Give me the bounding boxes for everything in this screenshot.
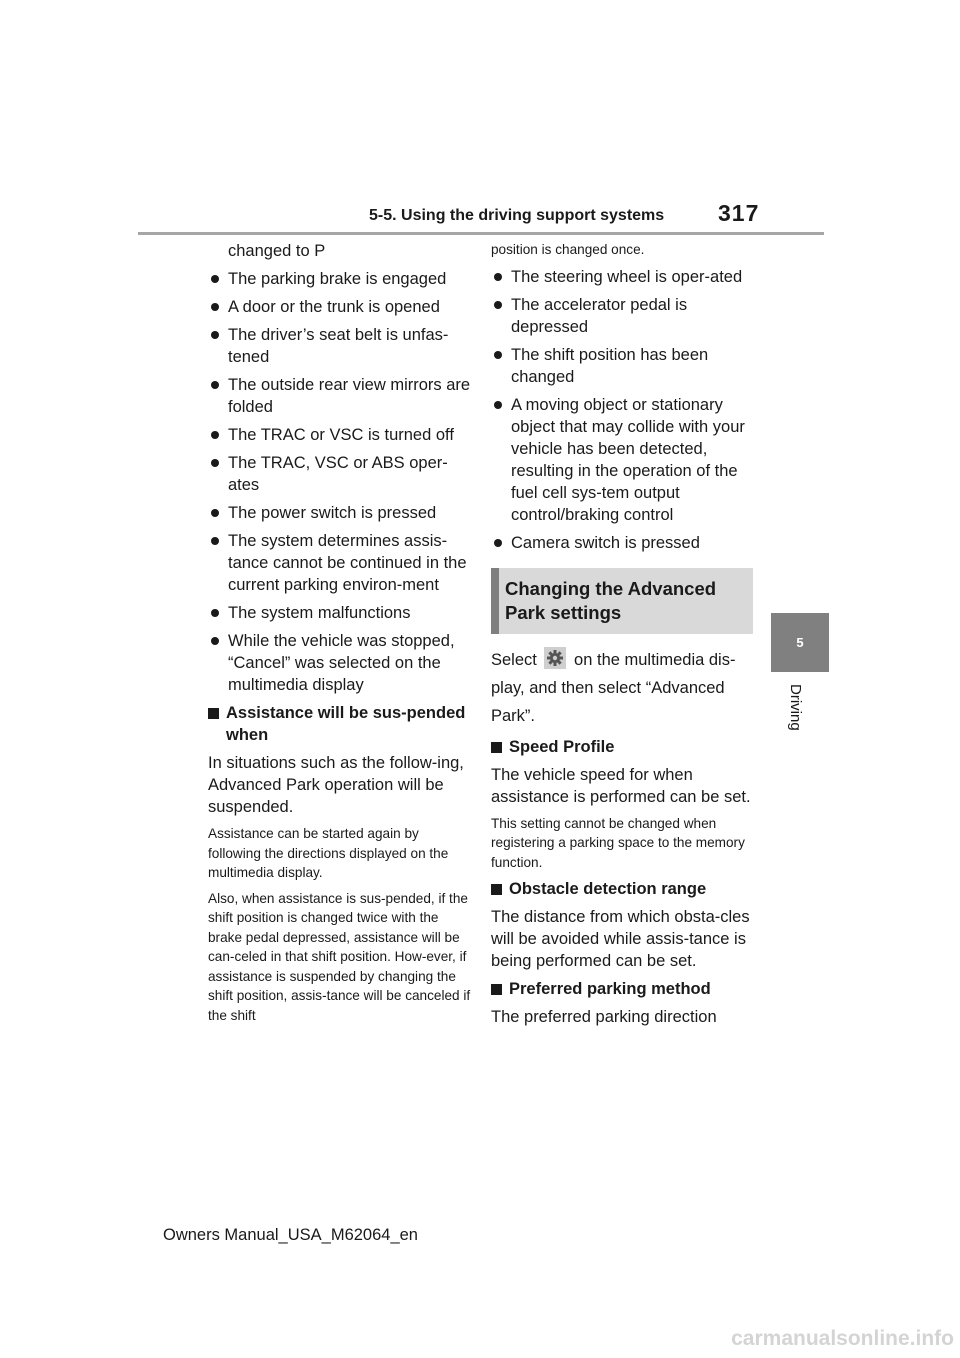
subheading-parking-method: Preferred parking method: [491, 978, 753, 1000]
select-instruction: Select on the multimedia dis-play, and then select “Advanced Park”.: [491, 646, 753, 730]
footer-manual-id: Owners Manual_USA_M62064_en: [163, 1226, 418, 1244]
bullet-item: The outside rear view mirrors are folded: [208, 374, 473, 418]
setting-text: The preferred parking direction: [491, 1008, 717, 1026]
chapter-number: 5: [796, 635, 804, 650]
bullet-dot-icon: [211, 331, 219, 339]
bullet-dot-icon: [211, 431, 219, 439]
chapter-tab[interactable]: [771, 613, 829, 672]
bullet-dot-icon: [494, 401, 502, 409]
settings-gear-icon: [544, 647, 566, 669]
bullet-item: The system malfunctions: [208, 602, 473, 624]
bullet-dot-icon: [211, 275, 219, 283]
bullet-dot-icon: [494, 539, 502, 547]
left-column: [208, 240, 473, 1031]
bullet-item: A door or the trunk is opened: [208, 296, 473, 318]
header-rule: [138, 232, 824, 235]
bullet-dot-icon: [211, 537, 219, 545]
section-heading: Changing the Advanced Park settings: [491, 568, 753, 634]
square-marker-icon: [208, 708, 219, 719]
continued-text: changed to P: [228, 242, 326, 260]
setting-text: The distance from which obsta-cles will be avoided while assis-tance is being performed can be set.: [491, 908, 750, 970]
bullet-item: The power switch is pressed: [208, 502, 473, 524]
bullet-item: The steering wheel is oper-ated: [491, 266, 753, 288]
bullet-dot-icon: [494, 351, 502, 359]
bullet-dot-icon: [494, 301, 502, 309]
bullet-dot-icon: [494, 273, 502, 281]
square-marker-icon: [491, 984, 502, 995]
bullet-item: The TRAC or VSC is turned off: [208, 424, 473, 446]
subheading-obstacle-range: Obstacle detection range: [491, 878, 753, 900]
note: Assistance can be started again by following the directions displayed on the multimedia display.: [208, 826, 449, 880]
setting-note: This setting cannot be changed when registering a parking space to the memory function.: [491, 815, 745, 870]
bullet-item: The driver’s seat belt is unfas-tened: [208, 324, 473, 368]
bullet-dot-icon: [211, 509, 219, 517]
bullet-item: The system determines assis-tance cannot be continued in the current parking environ-ment: [208, 530, 473, 596]
note: Also, when assistance is sus-pended, if the shift position is changed twice with the brake pedal depressed, assistance will be can-celed in that shift position. How-ever, if assistance is suspended by changing the shift position, assis-tance will be canceled if the shift: [208, 890, 471, 1023]
right-column: [491, 240, 753, 1034]
bullet-dot-icon: [211, 303, 219, 311]
square-marker-icon: [491, 884, 502, 895]
continued-note: position is changed once.: [491, 242, 645, 257]
page-number: 317: [718, 200, 760, 226]
bullet-item: A moving object or stationary object that may collide with your vehicle has been detected, resulting in the operation of the fuel cell sys-tem output control/braking control: [491, 394, 753, 526]
bullet-item: While the vehicle was stopped, “Cancel” was selected on the multimedia display: [208, 630, 473, 696]
bullet-item: The shift position has been changed: [491, 344, 753, 388]
bullet-item: The accelerator pedal is depressed: [491, 294, 753, 338]
paragraph: In situations such as the follow-ing, Advanced Park operation will be suspended.: [208, 754, 464, 816]
header-section-title: 5-5. Using the driving support systems: [369, 207, 665, 224]
chapter-label: Driving: [787, 684, 804, 731]
bullet-item: The parking brake is engaged: [208, 268, 473, 290]
bullet-dot-icon: [211, 609, 219, 617]
bullet-dot-icon: [211, 637, 219, 645]
square-marker-icon: [491, 742, 502, 753]
watermark: carmanualsonline.info: [731, 1327, 954, 1350]
subheading-suspended: Assistance will be sus-pended when: [208, 702, 473, 746]
subheading-speed-profile: Speed Profile: [491, 736, 753, 758]
bullet-dot-icon: [211, 381, 219, 389]
setting-text: The vehicle speed for when assistance is performed can be set.: [491, 765, 751, 806]
bullet-item: The TRAC, VSC or ABS oper-ates: [208, 452, 473, 496]
bullet-item: Camera switch is pressed: [491, 532, 753, 554]
bullet-dot-icon: [211, 459, 219, 467]
